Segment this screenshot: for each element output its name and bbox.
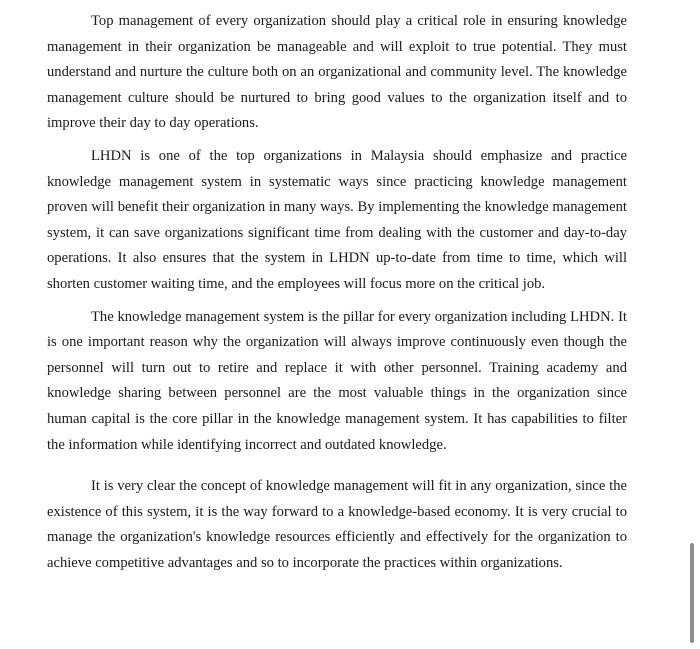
scrollbar-thumb[interactable] (690, 543, 694, 643)
vertical-scrollbar[interactable] (688, 0, 696, 649)
paragraph: LHDN is one of the top organizations in Malaysia should emphasize and practice knowledge management system in systematic ways since practicing knowledge management proven will benefit their organization in many ways. By implementing the knowledge management system, it can save organizations significant time from dealing with the customer and day-to-day operations. It also ensures that the system in LHDN up-to-date from time to time, which will shorten customer waiting time, and the employees will focus more on the critical job. (47, 147, 627, 292)
paragraph: The knowledge management system is the pillar for every organization including LHDN. It is one important reason why the organization will always improve continuously even though the personnel will turn out to retire and replace it with other personnel. Training academy and knowledge sharing between personnel are the most valuable things in the organization since human capital is the core pillar in the knowledge management system. It has capabilities to filter the information while identifying incorrect and outdated knowledge. (47, 308, 627, 453)
paragraph: Top management of every organization should play a critical role in ensuring knowledge management in their organization be manageable and will exploit to true potential. They must understand and nurture the culture both on an organizational and community level. The knowledge management culture should be nurtured to bring good values to the organization itself and to improve their day to day operations. (47, 13, 627, 132)
document-body (47, 9, 627, 576)
paragraph: It is very clear the concept of knowledge management will fit in any organization, since the existence of this system, it is the way forward to a knowledge-based economy. It is very crucial to manage the organization's knowledge resources efficiently and effectively for the organization to achieve competitive advantages and so to incorporate the practices within organizations. (47, 478, 627, 571)
